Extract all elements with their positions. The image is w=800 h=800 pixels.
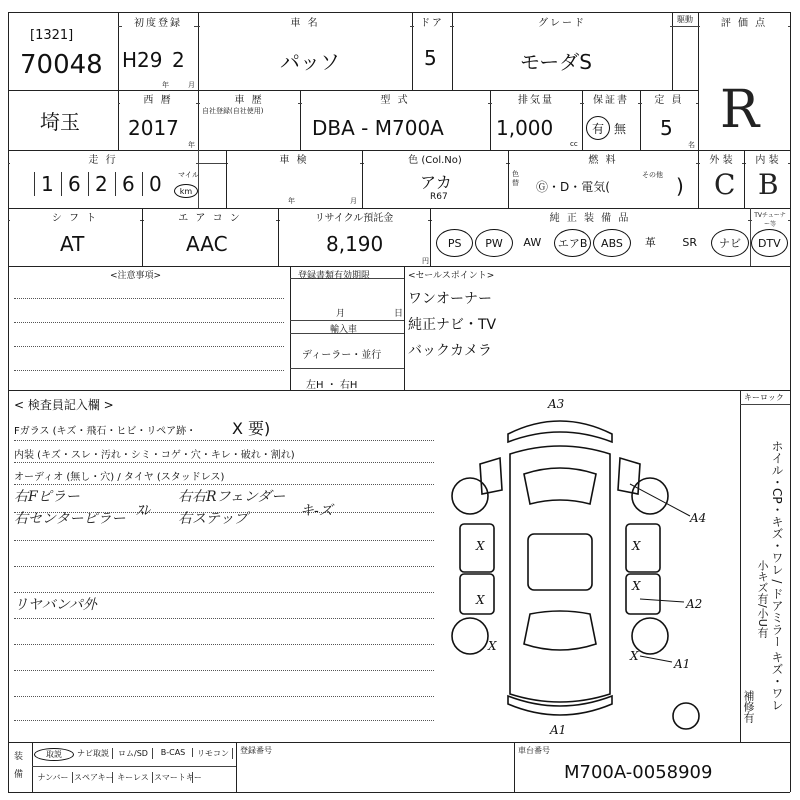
deadline-title: 登録書類有効期限 bbox=[298, 271, 371, 281]
capacity-value: 5 bbox=[660, 116, 673, 140]
footer-item: 取説 bbox=[34, 748, 74, 761]
mileage-km: km bbox=[174, 184, 198, 198]
score-header: 評 価 点 bbox=[700, 14, 788, 29]
inspector-title: < 検査員記入欄 > bbox=[14, 398, 114, 412]
left-front-fender bbox=[480, 458, 502, 494]
mileage-digit: 6 bbox=[61, 172, 81, 196]
displacement-header: 排気量 bbox=[492, 91, 580, 106]
first-reg-month: 2 bbox=[172, 48, 185, 72]
import-label: 輸入車 bbox=[330, 325, 358, 335]
mark-a1-right: A1 bbox=[674, 657, 691, 671]
equipment-item: エアB bbox=[554, 229, 591, 257]
shaken-month-unit: 月 bbox=[350, 197, 357, 205]
shaken-year-unit: 年 bbox=[288, 197, 295, 205]
footer-item: キーレス bbox=[114, 772, 153, 783]
car-body bbox=[510, 446, 610, 702]
car-damage-diagram bbox=[440, 394, 740, 740]
year-unit: 年 bbox=[162, 81, 169, 89]
mileage-digit: 2 bbox=[88, 172, 108, 196]
front-left-wheel bbox=[452, 478, 488, 514]
equipment-item: PW bbox=[475, 229, 512, 257]
footer-items-row-1 bbox=[34, 746, 234, 764]
equipment-item: AW bbox=[523, 235, 542, 249]
first-reg-header: 初度登録 bbox=[122, 14, 194, 29]
mileage-mile-label: マイル bbox=[178, 171, 199, 179]
side-legend bbox=[742, 440, 788, 740]
roof bbox=[528, 534, 592, 590]
shift-value: AT bbox=[60, 232, 85, 256]
handwritten-note-1-mark: ｽﾚ bbox=[136, 503, 150, 519]
mileage-digit: 0 bbox=[142, 172, 162, 196]
side-legend-1: ホイル・CP・キズ・ワレ / ドアミラー キズ・ワレ bbox=[770, 440, 784, 712]
equipment-item: 革 bbox=[644, 236, 656, 249]
mark-x-1: X bbox=[476, 539, 485, 553]
interior-header: 内 装 bbox=[746, 151, 788, 166]
footer-item: スマートキー bbox=[154, 773, 202, 782]
handwritten-note-3: リヤバンパ外 bbox=[14, 597, 97, 613]
deadline-month: 月 bbox=[336, 309, 346, 319]
prefecture: 埼玉 bbox=[40, 110, 80, 134]
mark-x-6: X bbox=[630, 649, 639, 663]
color-code: R67 bbox=[430, 192, 448, 202]
car-name: パッソ bbox=[280, 50, 340, 74]
chassis-label: 車台番号 bbox=[518, 746, 550, 755]
sales-title: <セールスポイント> bbox=[408, 271, 495, 281]
spare-tire bbox=[673, 703, 699, 729]
grade-header: グレード bbox=[454, 14, 670, 29]
footer-item: ロム/SD bbox=[114, 748, 153, 759]
equipment-item: SR bbox=[682, 235, 697, 249]
handwritten-note-1: 右Fピラー 右センターピラー bbox=[14, 489, 126, 527]
sales-point-1: ワンオーナー bbox=[408, 291, 492, 307]
front-bumper bbox=[508, 421, 612, 442]
equipment-header: 純 正 装 備 品 bbox=[432, 209, 748, 224]
mark-x-5: X bbox=[632, 579, 641, 593]
equip-label: 装 備 bbox=[14, 752, 24, 780]
person-unit: 名 bbox=[688, 141, 695, 149]
inspector-line-1: Fガラス (キズ・飛石・ヒビ・リペア跡・ bbox=[14, 426, 197, 437]
cc-unit: cc bbox=[570, 140, 578, 148]
car-name-header: 車 名 bbox=[200, 14, 410, 29]
rear-window bbox=[524, 611, 596, 650]
chassis-number: M700A-0058909 bbox=[564, 762, 713, 783]
inspector-line-1-mark: X 要) bbox=[232, 419, 271, 438]
auction-number: 70048 bbox=[20, 50, 103, 80]
footer-item: ナンバー bbox=[34, 772, 73, 783]
mark-x-4: X bbox=[632, 539, 641, 553]
doors-header: ドア bbox=[414, 14, 450, 29]
caution-title: <注意事項> bbox=[110, 271, 162, 281]
aircon-header: エ ア コ ン bbox=[144, 209, 276, 224]
model-year: 2017 bbox=[128, 116, 179, 140]
drive-header: 駆動 bbox=[674, 14, 696, 25]
lot-number: [1321] bbox=[30, 28, 74, 43]
dealer-label: ディーラー・並行 bbox=[302, 350, 382, 361]
recycle-value: 8,190 bbox=[326, 232, 384, 256]
shaken-header: 車 検 bbox=[228, 151, 360, 166]
equipment-item: DTV bbox=[751, 229, 788, 257]
score-value: R bbox=[720, 80, 760, 140]
mark-x-3: X bbox=[488, 639, 497, 653]
mileage-digit: 1 bbox=[34, 172, 54, 196]
recycle-header: リサイクル預託金 bbox=[280, 209, 428, 224]
handwritten-note-2-mark: キ-ズ bbox=[300, 503, 333, 519]
history-header: 車 歴 bbox=[200, 91, 298, 106]
color-name: アカ bbox=[420, 173, 452, 192]
rear-bumper bbox=[508, 696, 612, 715]
inspector-line-3: オーディオ (無し・穴) / タイヤ (スタッドレス) bbox=[14, 472, 225, 483]
model-header: 型 式 bbox=[302, 91, 488, 106]
warranty-yes: 有 bbox=[586, 116, 610, 140]
mark-a4: A4 bbox=[690, 511, 707, 525]
exterior-header: 外 装 bbox=[700, 151, 742, 166]
equipment-item: ナビ bbox=[711, 229, 748, 257]
mileage-digit: 6 bbox=[115, 172, 135, 196]
displacement-value: 1,000 bbox=[496, 116, 554, 140]
a2-leader bbox=[640, 599, 684, 602]
doors-value: 5 bbox=[424, 46, 437, 70]
side-legend-2: 小キズ有/小U有 bbox=[756, 560, 769, 638]
handwritten-note-2: 右右Rフェンダー 右ステップ bbox=[178, 489, 286, 527]
side-legend-3: 補修有 bbox=[742, 690, 755, 723]
model-code: DBA - M700A bbox=[312, 116, 444, 140]
footer-items-row-2 bbox=[34, 770, 234, 788]
year-unit-2: 年 bbox=[188, 141, 195, 149]
front-right-wheel bbox=[632, 478, 668, 514]
fuel-close: ) bbox=[676, 174, 684, 198]
a1-right-leader bbox=[640, 656, 672, 662]
inspector-line-2: 内装 (キズ・スレ・汚れ・シミ・コゲ・穴・キレ・破れ・割れ) bbox=[14, 450, 295, 461]
first-reg-era: H29 bbox=[122, 48, 163, 72]
equipment-item: PS bbox=[436, 229, 473, 257]
key-lock-label: キーロック bbox=[744, 393, 784, 402]
footer-item: B-CAS bbox=[154, 748, 193, 757]
color-header: 色 (Col.No) bbox=[364, 151, 506, 166]
rear-left-wheel bbox=[452, 618, 488, 654]
right-front-fender bbox=[618, 458, 640, 494]
footer-item: リモコン bbox=[194, 748, 233, 759]
equipment-item: ABS bbox=[593, 229, 630, 257]
mark-a2: A2 bbox=[686, 597, 703, 611]
mileage-header: 走 行 bbox=[10, 151, 196, 166]
equipment-row bbox=[434, 226, 788, 260]
warranty-no: 無 bbox=[614, 122, 627, 136]
footer-item: スペアキー bbox=[74, 773, 114, 782]
tuner-header: TVチューナー等 bbox=[752, 210, 788, 228]
grade-value: モーダS bbox=[520, 50, 592, 74]
deadline-day: 日 bbox=[394, 309, 404, 319]
interior-grade: B bbox=[758, 168, 779, 201]
footer-item: ナビ取説 bbox=[74, 748, 113, 759]
fuel-options: Ⓖ・D・電気( bbox=[536, 180, 610, 194]
month-unit: 月 bbox=[188, 81, 195, 89]
mark-a3: A3 bbox=[548, 397, 565, 411]
windshield bbox=[524, 468, 596, 504]
aircon-value: AAC bbox=[186, 232, 228, 256]
mark-a1-bottom: A1 bbox=[550, 723, 567, 737]
warranty-header: 保証書 bbox=[584, 91, 638, 106]
handle-label: 左H ・ 右H bbox=[306, 380, 358, 391]
fuel-header: 燃 料 bbox=[510, 151, 696, 166]
year-model-header: 西 暦 bbox=[120, 91, 196, 106]
sales-point-2: 純正ナビ・TV bbox=[408, 317, 497, 333]
mark-x-2: X bbox=[476, 593, 485, 607]
color-change-label: 色替 bbox=[512, 170, 519, 187]
fuel-other: その他 bbox=[642, 171, 663, 179]
capacity-header: 定 員 bbox=[642, 91, 696, 106]
sales-point-3: バックカメラ bbox=[408, 343, 492, 359]
yen-unit: 円 bbox=[422, 257, 429, 265]
history-note: 自社登録(自社使用) bbox=[202, 107, 264, 115]
exterior-grade: C bbox=[714, 168, 736, 201]
shift-header: シ フ ト bbox=[10, 209, 140, 224]
reg-no-label: 登録番号 bbox=[240, 746, 272, 755]
